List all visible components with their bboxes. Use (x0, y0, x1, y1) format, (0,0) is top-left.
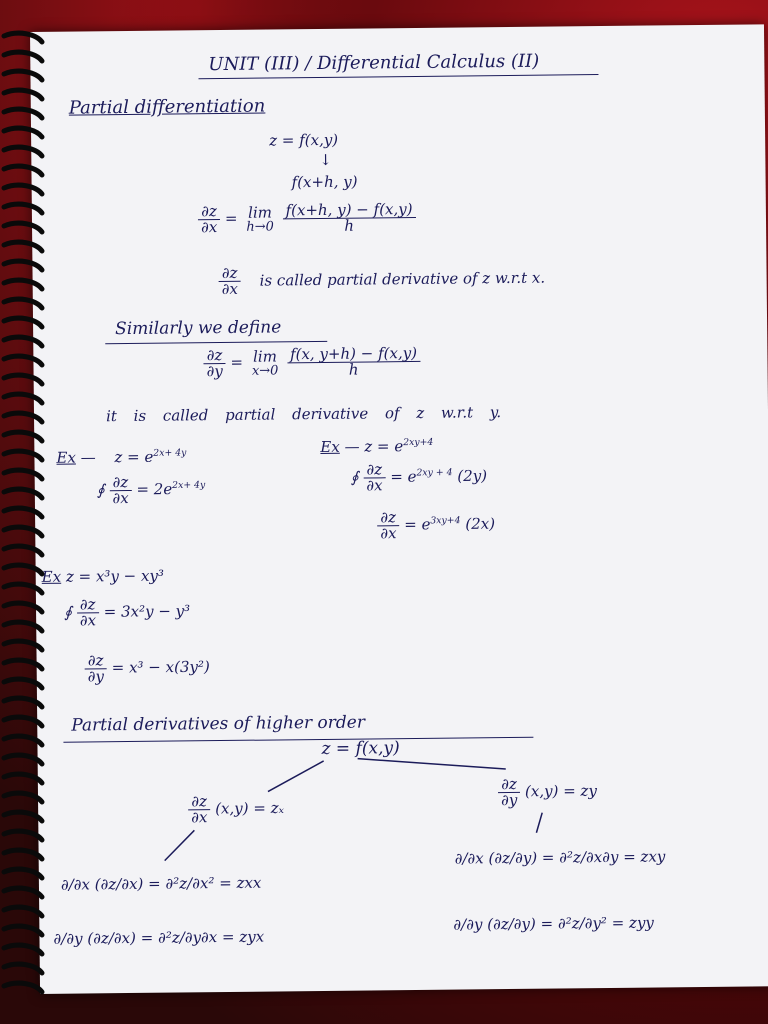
page-title: Differential Calculus (316, 51, 506, 74)
example3-solution1: ∮ $\frac{\partial z}{\partial x}$ = 3x²y − y³ (63, 595, 191, 630)
unit-label: UNIT (III) / Differential Calculus (II) (208, 50, 540, 76)
spiral-coil (4, 204, 42, 213)
partial-y-limit-definition: $\frac{\partial z}{\partial y}$ = lim x→0 $\frac{f(x, y+h) - f(x,y)}{h}$ (203, 346, 420, 379)
arrow-to-zxx (164, 830, 194, 860)
spiral-coil (4, 641, 42, 650)
spiral-coil (4, 774, 42, 783)
example2-statement: Ex — $z = e^{2xy+4}$ (320, 436, 434, 456)
example1-solution: ∮ $\frac{\partial z}{\partial x}$ = $2e^{2x+ 4y}$ (96, 472, 206, 508)
spiral-coil (4, 565, 42, 574)
spiral-coil (4, 546, 42, 555)
spiral-coil (4, 755, 42, 764)
spiral-coil (4, 850, 42, 859)
first-order-zy: $\frac{\partial z}{\partial y}$ (x,y) = zy (498, 776, 597, 808)
section-heading-partial: Partial differentiation (68, 95, 266, 119)
second-order-zxy: ∂/∂x (∂z/∂y) = ∂²z/∂x∂y = zxy (454, 847, 666, 868)
spiral-coil (4, 166, 42, 175)
spiral-coil (4, 223, 42, 232)
arrow-to-zxy (536, 813, 542, 833)
section-heading-higher-order: Partial derivatives of higher order (71, 712, 366, 736)
second-order-zyx: ∂/∂y (∂z/∂x) = ∂²z/∂y∂x = zyx (53, 927, 265, 948)
second-order-zyy: ∂/∂y (∂z/∂y) = ∂²z/∂y² = zyy (453, 913, 654, 934)
partial-x-limit-definition: $\frac{\partial z}{\partial x}$ = lim h→0 $\frac{f(x+h, y) - f(x,y)}{h}$ (198, 202, 416, 235)
spiral-coil (4, 299, 42, 308)
spiral-coil (4, 185, 42, 194)
spiral-coil (4, 451, 42, 460)
title-number: II (517, 50, 533, 72)
spiral-coil (4, 926, 42, 935)
spiral-coil (4, 869, 42, 878)
spiral-coil (4, 337, 42, 346)
spiral-coil (4, 470, 42, 479)
spiral-coil (4, 888, 42, 897)
spiral-coil (4, 280, 42, 289)
spiral-coil (4, 584, 42, 593)
arrow-to-zy (358, 757, 506, 771)
spiral-coil (4, 356, 42, 365)
spiral-coil (4, 983, 42, 992)
spiral-coil (4, 242, 42, 251)
spiral-coil (4, 736, 42, 745)
spiral-coil (4, 413, 42, 422)
spiral-coil (4, 527, 42, 536)
partial-y-called-line: it is called partial derivative of z w.r.t y. (105, 403, 502, 426)
spiral-coil (4, 907, 42, 916)
spiral-coil (4, 622, 42, 631)
spiral-coil (4, 698, 42, 707)
spiral-coil (4, 489, 42, 498)
partial-x-called-line: $\frac{\partial z}{\partial x}$ is called partial derivative of z w.r.t x. (218, 263, 545, 297)
higher-z-definition: z = f(x,y) (321, 738, 400, 759)
spiral-coil (4, 793, 42, 802)
spiral-coil (4, 679, 42, 688)
second-order-zxx: ∂/∂x (∂z/∂x) = ∂²z/∂x² = zxx (60, 873, 262, 894)
spiral-coil (4, 432, 42, 441)
spiral-coil (4, 508, 42, 517)
notebook-page (30, 24, 768, 994)
spiral-coil (4, 71, 42, 80)
spiral-coil (4, 831, 42, 840)
example1-statement: Ex — $z = e^{2x+ 4y}$ (56, 447, 187, 467)
spiral-coil (4, 945, 42, 954)
example3-statement: Ex z = x³y − xy³ (41, 566, 165, 586)
notebook-spiral-binding (0, 30, 48, 1010)
unit-number: III (271, 53, 293, 75)
example2-solution1: ∮ $\frac{\partial z}{\partial x}$ = $e^{2xy + 4}$ (2y) (350, 460, 488, 495)
spiral-coil (4, 128, 42, 137)
spiral-coil (4, 717, 42, 726)
arrow-to-zx (268, 761, 324, 792)
spiral-coil (4, 33, 42, 42)
example2-solution2: $\frac{\partial z}{\partial x}$ = $e^{3xy+4}$ (2x) (377, 509, 495, 541)
spiral-coil (4, 90, 42, 99)
fxh-expression: f(x+h, y) (291, 172, 358, 192)
spiral-coil (4, 964, 42, 973)
spiral-coil (4, 109, 42, 118)
section-heading-similarly: Similarly we define (115, 317, 282, 340)
spiral-coil (4, 603, 42, 612)
spiral-coil (4, 52, 42, 61)
z-definition: z = f(x,y) (269, 130, 339, 150)
spiral-coil (4, 318, 42, 327)
spiral-coil (4, 660, 42, 669)
spiral-coil (4, 375, 42, 384)
spiral-coil (4, 812, 42, 821)
spiral-coil (4, 394, 42, 403)
down-arrow: ↓ (319, 150, 333, 169)
spiral-coil (4, 147, 42, 156)
example3-solution2: $\frac{\partial z}{\partial y}$ = x³ − x(3y²) (85, 652, 210, 684)
first-order-zx: $\frac{\partial z}{\partial x}$ (x,y) = zₓ (188, 793, 284, 825)
spiral-coil (4, 261, 42, 270)
